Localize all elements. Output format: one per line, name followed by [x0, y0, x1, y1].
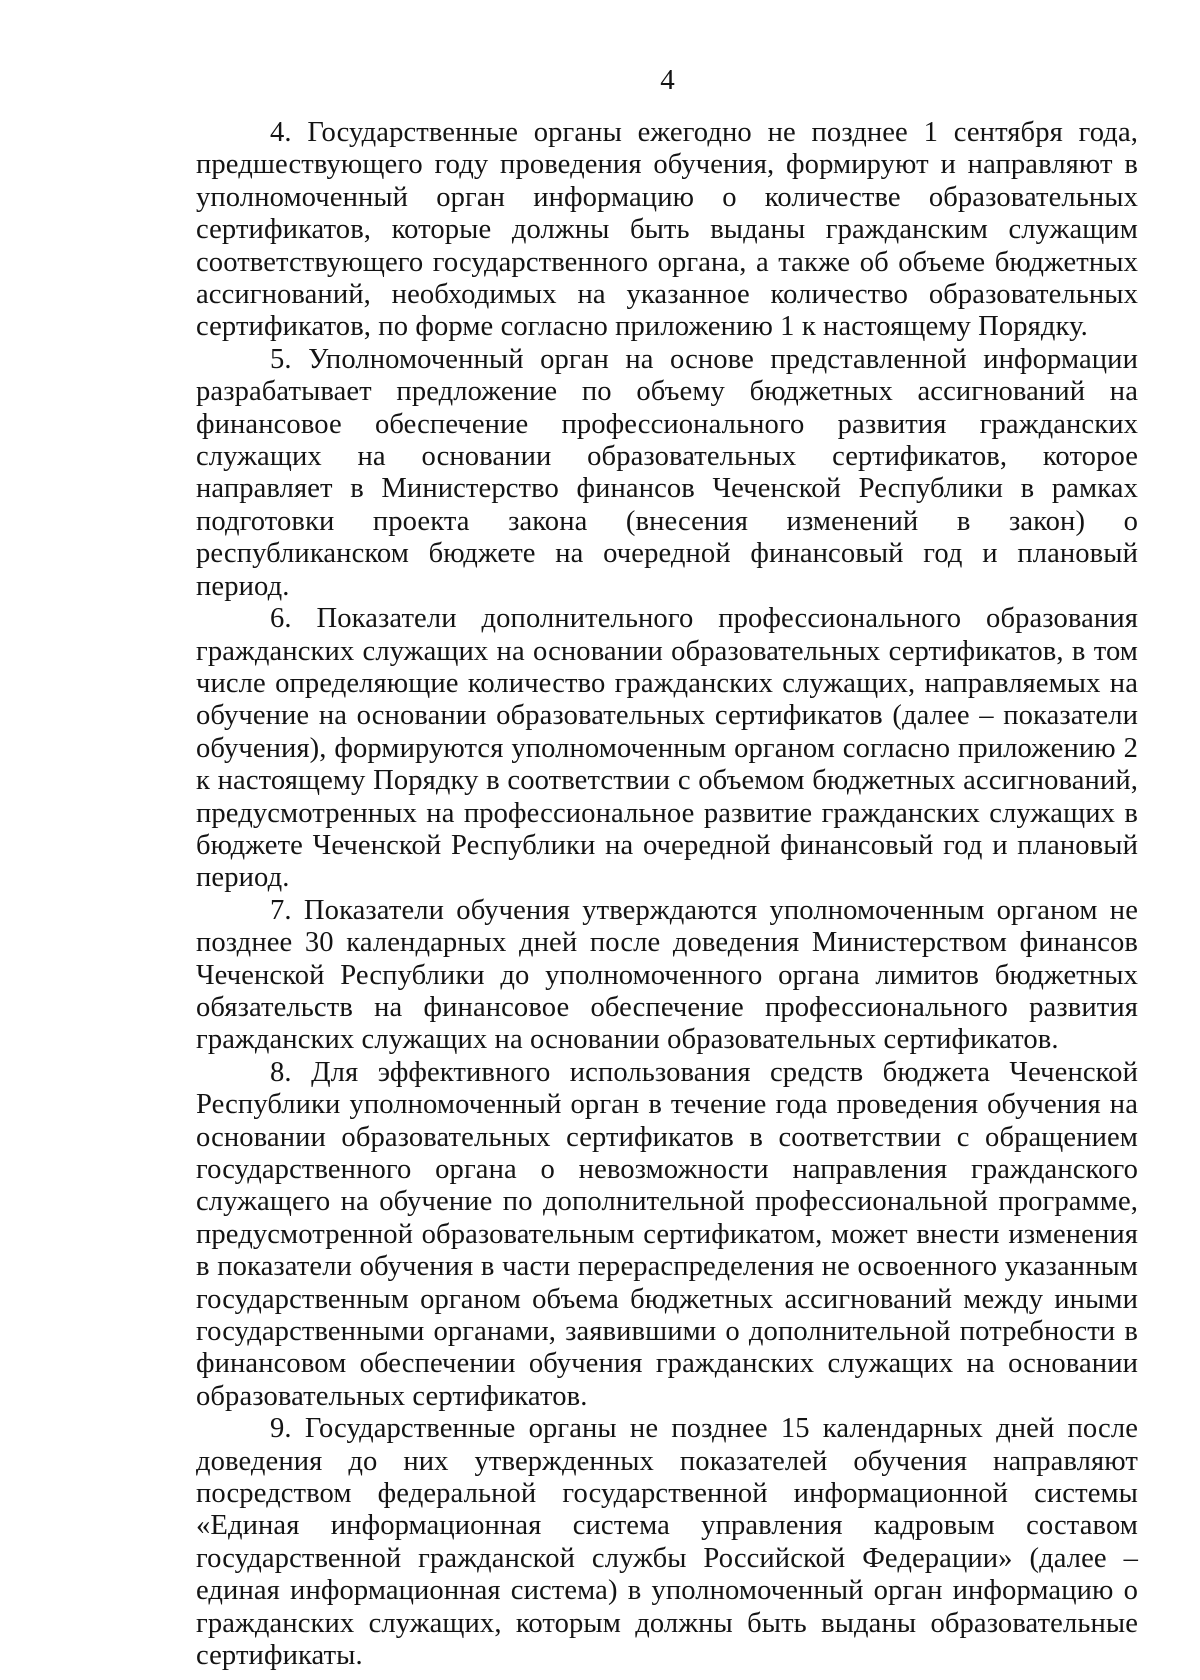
paragraph-9: 9. Государственные органы не позднее 15 календарных дней после доведения до них утвержденных показателей обучения направляют посредством федеральной государственной информационной системы «Единая информационная система управления кадровым составом государственной гражданской службы Российской Федерации» (далее – единая информационная система) в уполномоченный орган информацию о гражданских служащих, которым должны быть выданы образовательные сертификаты. — [196, 1413, 1138, 1672]
paragraph-8: 8. Для эффективного использования средств бюджета Чеченской Республики уполномоченный орган в течение года проведения обучения на основании образовательных сертификатов в соответствии с обращением государственного органа о невозможности направления гражданского служащего на обучение по дополнительной профессиональной программе, предусмотренной образовательным сертификатом, может внести изменения в показатели обучения в части перераспределения не освоенного указанным государственным органом объема бюджетных ассигнований между иными государственными органами, заявившими о дополнительной потребности в финансовом обеспечении обучения гражданских служащих на основании образовательных сертификатов. — [196, 1056, 1138, 1412]
paragraph-6: 6. Показатели дополнительного профессионального образования гражданских служащих на основании образовательных сертификатов, в том числе определяющие количество гражданских служащих, направляемых на обучение на основании образовательных сертификатов (далее – показатели обучения), формируются уполномоченным органом согласно приложению 2 к настоящему Порядку в соответствии с объемом бюджетных ассигнований, предусмотренных на профессиональное развитие гражданских служащих в бюджете Чеченской Республики на очередной финансовый год и плановый период. — [196, 603, 1138, 894]
document-body — [196, 117, 1138, 1673]
paragraph-7: 7. Показатели обучения утверждаются уполномоченным органом не позднее 30 календарных дней после доведения Министерством финансов Чеченской Республики до уполномоченного органа лимитов бюджетных обязательств на финансовое обеспечение профессионального развития гражданских служащих на основании образовательных сертификатов. — [196, 894, 1138, 1056]
paragraph-5: 5. Уполномоченный орган на основе представленной информации разрабатывает предложение по объему бюджетных ассигнований на финансовое обеспечение профессионального развития гражданских служащих на основании образовательных сертификатов, которое направляет в Министерство финансов Чеченской Республики в рамках подготовки проекта закона (внесения изменений в закон) о республиканском бюджете на очередной финансовый год и плановый период. — [196, 343, 1138, 602]
paragraph-4: 4. Государственные органы ежегодно не позднее 1 сентября года, предшествующего году проведения обучения, формируют и направляют в уполномоченный орган информацию о количестве образовательных сертификатов, которые должны быть выданы гражданским служащим соответствующего государственного органа, а также об объеме бюджетных ассигнований, необходимых на указанное количество образовательных сертификатов, по форме согласно приложению 1 к настоящему Порядку. — [196, 117, 1138, 343]
page-number: 4 — [660, 64, 675, 96]
